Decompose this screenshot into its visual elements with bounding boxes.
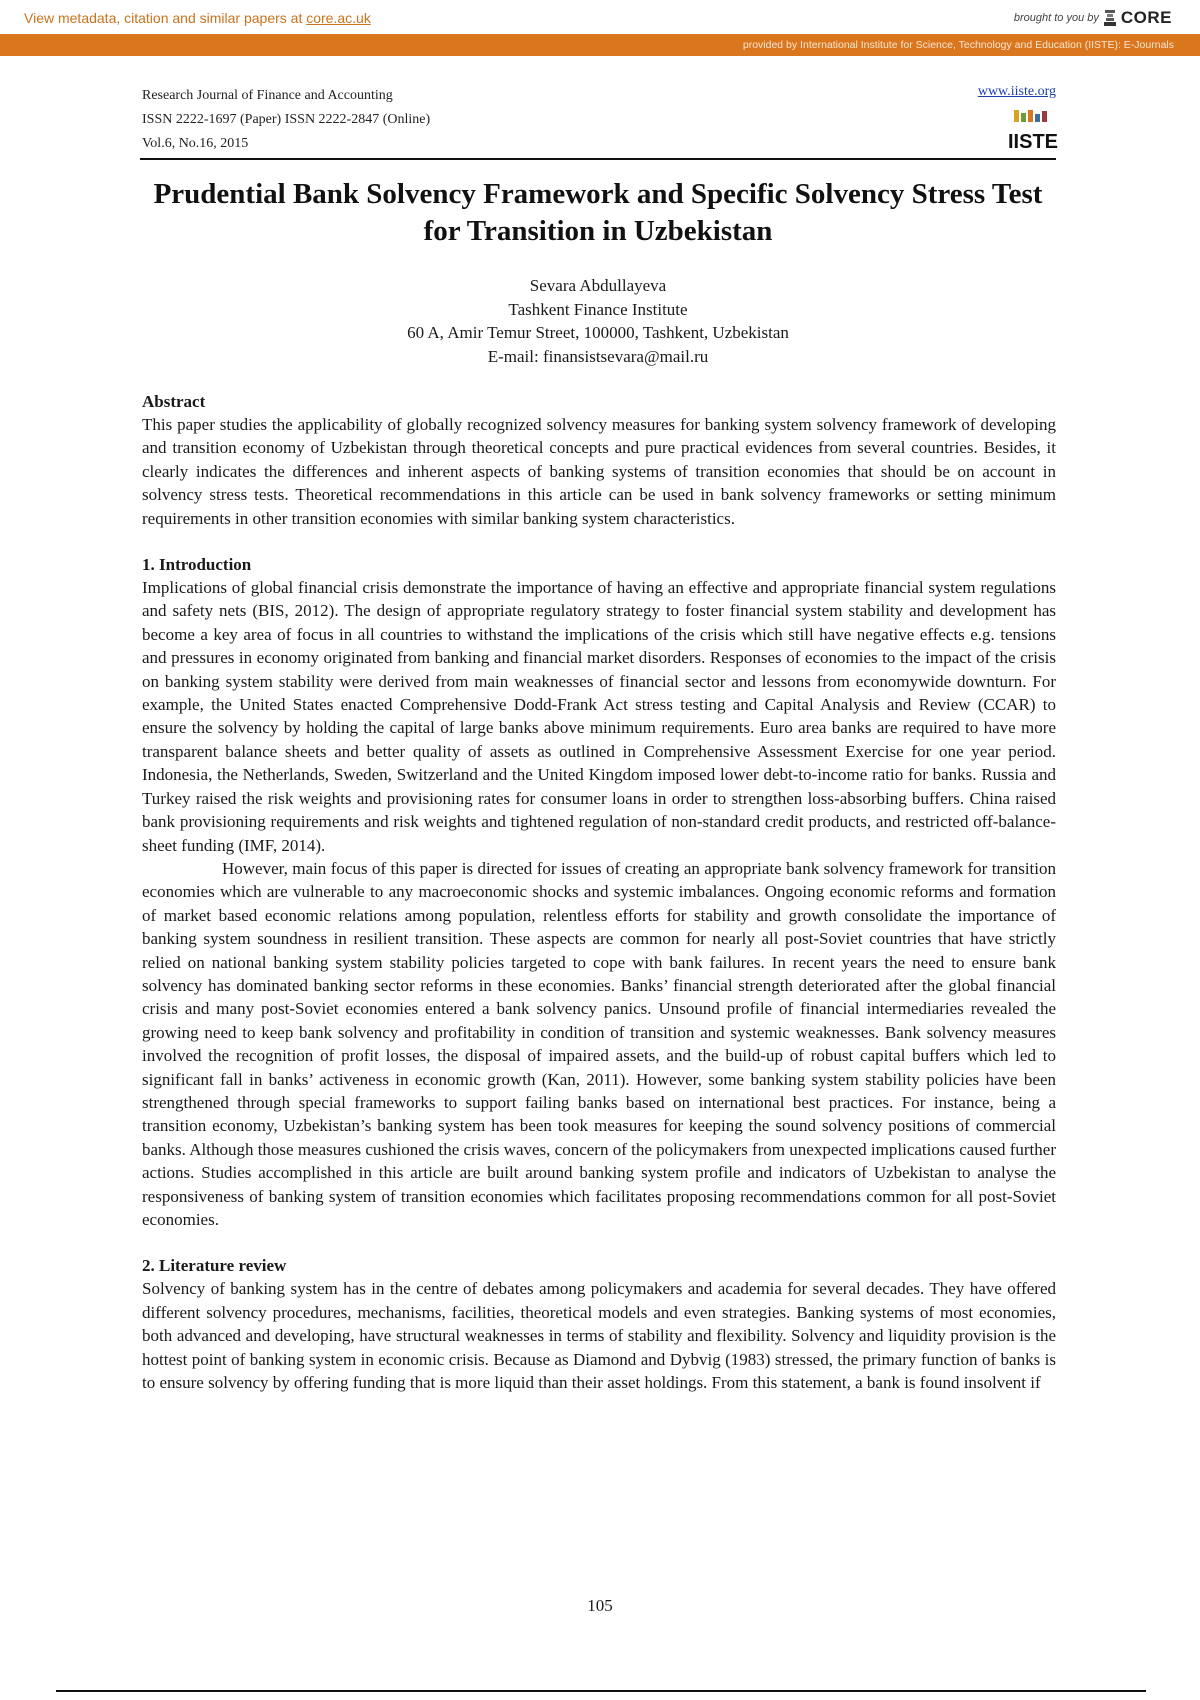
journal-header	[142, 84, 1059, 154]
iiste-logo-icon	[1007, 108, 1059, 154]
core-brand[interactable]	[1014, 8, 1172, 28]
provided-by-strip	[0, 34, 1200, 56]
journal-name: Research Journal of Finance and Accounting	[142, 88, 393, 103]
literature-paragraph-1: Solvency of banking system has in the centre of debates among policymakers and academia for several decades. They have offered different solvency procedures, mechanisms, facilities, theoretical models and even strategies. Banking systems of most economies, both advanced and developing, have structural weaknesses in terms of stability and flexibility. Solvency and liquidity provision is the hottest point of banking system in economic crisis. Because as Diamond and Dybvig (1983) stressed, the primary function of banks is to ensure solvency by offering funding that is more liquid than their asset holdings. From this statement, a bank is found insolvent if	[142, 1279, 1056, 1393]
abstract-text: This paper studies the applicability of globally recognized solvency measures for banking system solvency framework of developing and transition economy of Uzbekistan through theoretical concepts and pure practical evidences from several countries. Besides, it clearly indicates the differences and inherent aspects of banking systems of transition economies that should be on account in solvency stress tests. Theoretical recommendations in this article can be used in bank solvency frameworks or setting minimum requirements in other transition economies with similar banking system characteristics.	[142, 415, 1056, 528]
core-logo-icon	[1103, 8, 1117, 28]
provided-by-text: provided by International Institute for Science, Technology and Education (IISTE): E-Journals	[742, 39, 1174, 51]
author-institution: Tashkent Finance Institute	[508, 299, 688, 319]
introduction-paragraph-1: Implications of global financial crisis demonstrate the importance of having an effective and appropriate financial system regulations and safety nets (BIS, 2012). The design of appropriate regulatory strategy to foster financial system stability and development has become a key area of focus in all countries to withstand the implications of the crisis which still have negative effects e.g. tensions and pressures in economy originated from banking and financial market disorders. Responses of economies to the impact of the crisis on banking system stability were derived from main weaknesses of financial sector and lessons from economywide downturn. For example, the United States enacted Comprehensive Dodd-Frank Act stress testing and Capital Analysis and Review (CCAR) to ensure the solvency by holding the capital of large banks above minimum requirements. Euro area banks are required to have more transparent balance sheets and better quality of assets as outlined in Comprehensive Assessment Exercise for one year period. Indonesia, the Netherlands, Sweden, Switzerland and the United Kingdom imposed lower debt-to-income ratio for banks. Russia and Turkey raised the risk weights and provisioning rates for consumer loans in order to strengthen loss-absorbing buffers. China raised bank provisioning requirements and risk weights and tightened regulation of non-standard credit products, and restricted off-balance-sheet funding (IMF, 2014).	[142, 578, 1056, 855]
core-link-text[interactable]: core.ac.uk	[306, 10, 371, 26]
journal-issn: ISSN 2222-1697 (Paper) ISSN 2222-2847 (Online)	[142, 112, 431, 127]
journal-website-link[interactable]: www.iiste.org	[977, 84, 1056, 99]
introduction-paragraph-2: However, main focus of this paper is directed for issues of creating an appropriate bank solvency framework for transition economies which are vulnerable to any macroeconomic shocks and systemic imbalances. Ongoing economic reforms and formation of market based economic relations among population, relentless efforts for stability and growth consolidate the importance of banking system soundness in resilient transition. These aspects are common for nearly all post-Soviet countries that have strictly relied on national banking system stability policies targeted to cope with bank failures. In recent years the need to ensure bank solvency has dominated banking sector reforms in these economies. Banks’ financial strength deteriorated after the global financial crisis and many post-Soviet economies entered a bank solvency panics. Unsound profile of financial intermediaries revealed the growing need to keep bank solvency and profitability in condition of transition and systemic weaknesses. Bank solvency measures involved the recognition of profit losses, the disposal of impaired assets, and the build-up of robust capital buffers which led to significant fall in banks’ activeness in economic growth (Kan, 2011). However, some banking system stability policies have been strengthened through special frameworks to support failing banks based on international best practices. For instance, being a transition economy, Uzbekistan’s banking system has been took measures for keeping the sound solvency positions of commercial banks. Although those measures cushioned the crisis waves, concern of the policymakers from unexpected implications caused further actions. Studies accomplished in this article are built around banking system profile and indicators of Uzbekistan to analyse the responsiveness of banking system of transition economies which facilitates proposing recommendations common for all post-Soviet economies.	[142, 858, 1056, 1229]
paper-title: Prudential Bank Solvency Framework and Specific Solvency Stress Test for Transition in Uzbekistan	[153, 178, 1043, 247]
journal-volume: Vol.6, No.16, 2015	[142, 136, 249, 151]
paper-body	[142, 390, 1056, 1394]
abstract-heading: Abstract	[142, 392, 206, 411]
core-logo-text: CORE	[1120, 8, 1172, 27]
brought-by-label: brought to you by	[1013, 12, 1099, 24]
core-banner	[0, 0, 1200, 34]
literature-heading: 2. Literature review	[142, 1256, 287, 1276]
header-divider	[140, 158, 1056, 160]
core-link-prefix: View metadata, citation and similar papers at	[24, 10, 307, 26]
page-number: 105	[587, 1596, 613, 1615]
author-block	[140, 274, 1056, 368]
iiste-logo-text: IISTE	[1007, 131, 1059, 153]
bottom-divider	[56, 1690, 1146, 1692]
core-metadata-link[interactable]	[24, 10, 371, 26]
author-email: E-mail: finansistsevara@mail.ru	[487, 346, 709, 366]
author-address: 60 A, Amir Temur Street, 100000, Tashkent, Uzbekistan	[407, 323, 789, 342]
introduction-heading: 1. Introduction	[142, 555, 252, 575]
author-name: Sevara Abdullayeva	[529, 276, 667, 295]
